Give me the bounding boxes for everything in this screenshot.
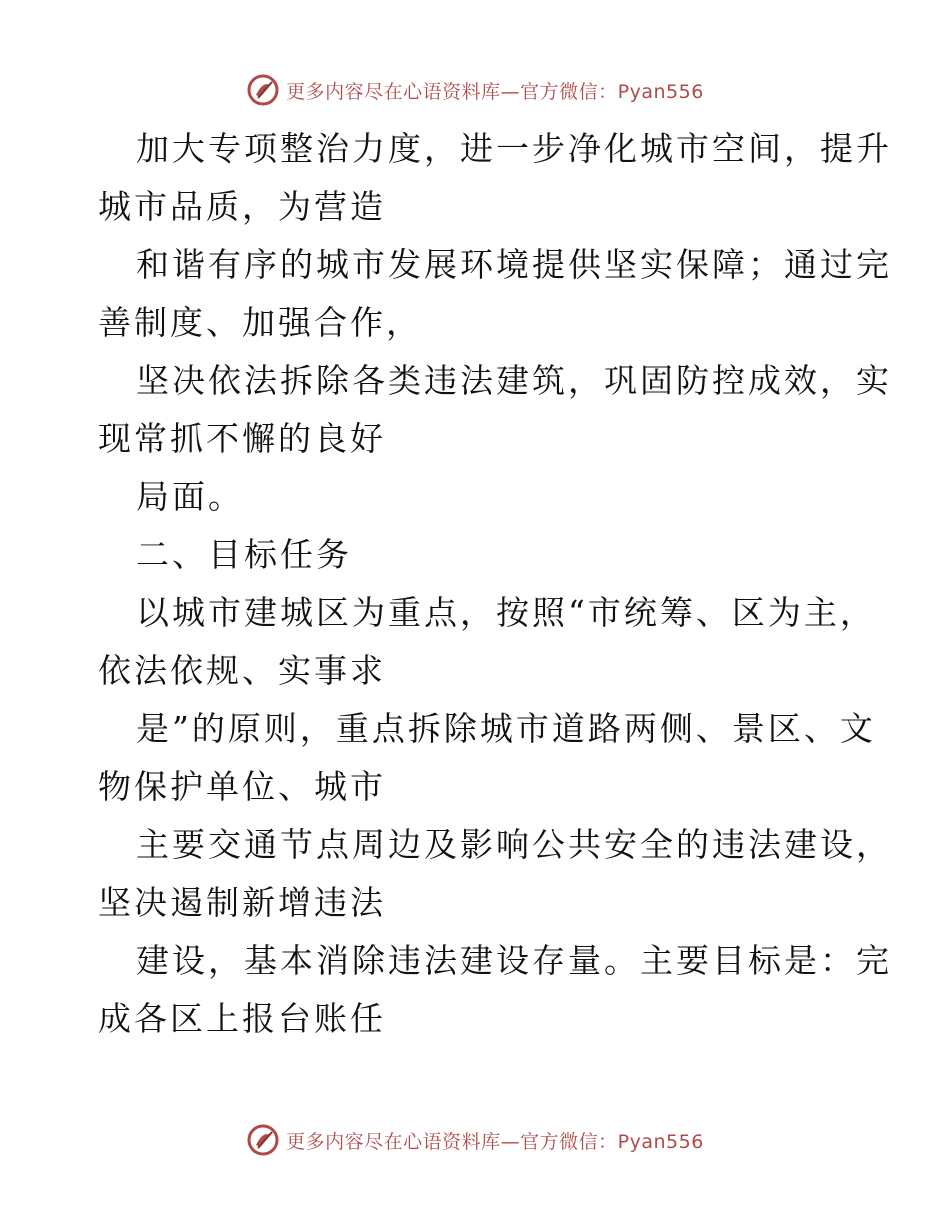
text-line: 现常抓不懈的良好 — [98, 419, 386, 458]
footer-banner — [0, 1120, 950, 1160]
text-line: 善制度、加强合作， — [98, 303, 422, 342]
text-line: 以城市建城区为重点，按照“市统筹、区为主， — [136, 593, 876, 632]
handwriting-seal-logo-icon — [246, 73, 280, 107]
text-line: 局面。 — [136, 477, 244, 516]
text-line: 城市品质，为营造 — [98, 187, 386, 226]
section-heading: 二、目标任务 — [136, 535, 352, 574]
text-line: 依法依规、实事求 — [98, 651, 386, 690]
text-line: 是”的原则，重点拆除城市道路两侧、景区、文 — [136, 709, 876, 748]
footer-banner-text: 更多内容尽在心语资料库—官方微信：Pyan556 — [286, 1130, 704, 1153]
text-line: 主要交通节点周边及影响公共安全的违法建设， — [136, 825, 892, 864]
text-line: 加大专项整治力度，进一步净化城市空间，提升 — [136, 129, 892, 168]
text-line: 建设，基本消除违法建设存量。主要目标是：完 — [136, 941, 892, 980]
text-line: 成各区上报台账任 — [98, 999, 386, 1038]
document-body — [98, 120, 892, 1048]
text-line: 物保护单位、城市 — [98, 767, 386, 806]
text-line: 和谐有序的城市发展环境提供坚实保障；通过完 — [136, 245, 892, 284]
text-line: 坚决依法拆除各类违法建筑，巩固防控成效，实 — [136, 361, 892, 400]
handwriting-seal-logo-icon — [246, 1123, 280, 1157]
text-line: 坚决遏制新增违法 — [98, 883, 386, 922]
header-banner-text: 更多内容尽在心语资料库—官方微信：Pyan556 — [286, 80, 704, 103]
header-banner — [0, 70, 950, 110]
